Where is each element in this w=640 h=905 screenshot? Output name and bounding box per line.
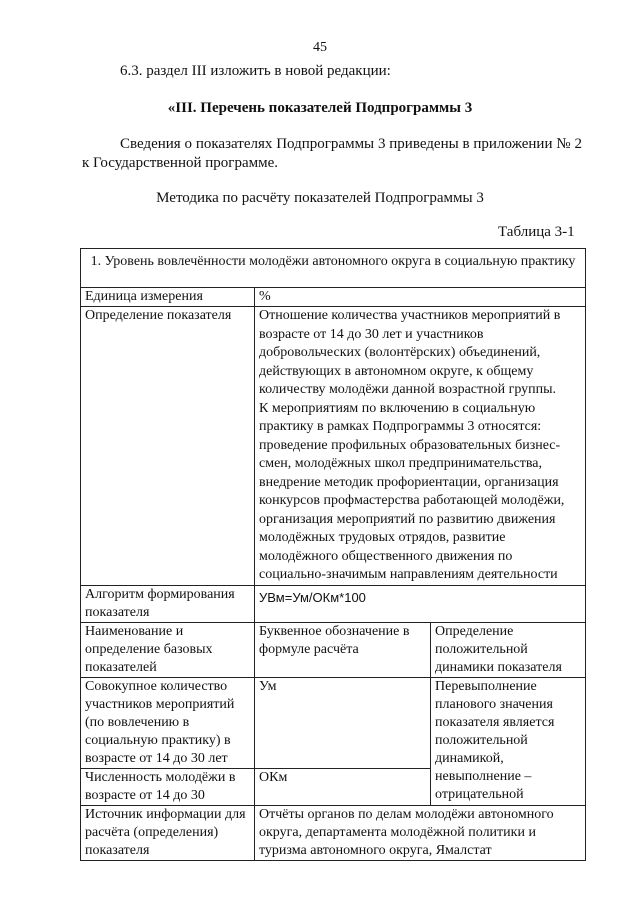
table-row bbox=[81, 677, 586, 768]
positive-dynamics-label: Определение положительной динамики показателя bbox=[431, 622, 586, 677]
algorithm-label: Алгоритм формирования показателя bbox=[81, 585, 255, 622]
letter-designation-label: Буквенное обозначение в формуле расчёта bbox=[255, 622, 431, 677]
algorithm-formula: УВм=Ум/ОКм*100 bbox=[255, 585, 586, 622]
dynamics-text: Перевыполнение планового значения показателя является положительной динамикой, невыполнение – отрицательной bbox=[431, 677, 586, 805]
section-heading: «III. Перечень показателей Подпрограммы 3 bbox=[167, 100, 473, 116]
source-label: Источник информации для расчёта (определения) показателя bbox=[81, 805, 255, 860]
intro-line-1: Сведения о показателях Подпрограммы 3 приведены в приложении № 2 bbox=[120, 136, 582, 152]
row2-letter: ОКм bbox=[255, 768, 431, 805]
table-row bbox=[81, 307, 586, 586]
unit-value: % bbox=[255, 288, 586, 307]
method-title: Методика по расчёту показателей Подпрограммы 3 bbox=[156, 190, 484, 206]
source-text: Отчёты органов по делам молодёжи автономного округа, департамента молодёжной политики и туризма автономного округа, Ямалстат bbox=[255, 805, 586, 860]
table-caption: Таблица 3-1 bbox=[498, 224, 575, 240]
row1-name: Совокупное количество участников мероприятий (по вовлечению в социальную практику) в возрасте от 14 до 30 лет bbox=[81, 677, 255, 768]
table-row bbox=[81, 585, 586, 622]
row2-name: Численность молодёжи в возрасте от 14 до 30 bbox=[81, 768, 255, 805]
table-row bbox=[81, 622, 586, 677]
amendment-item: 6.3. раздел III изложить в новой редакции: bbox=[120, 63, 391, 79]
definition-text: Отношение количества участников мероприятий в возрасте от 14 до 30 лет и участников добровольческих (волонтёрских) объединений, действующих в автономном округе, к общему количеству молодёжи данной возрастной группы. К мероприятиям по включению в социальную практику в рамках Подпрограммы 3 относятся: проведение профильных образовательных бизнес-смен, молодёжных школ предпринимательства, внедрение методик профориентации, организация конкурсов профмастерства работающей молодёжи, организация мероприятий по развитию движения молодёжных трудовых отрядов, развитие молодёжного общественного движения по социально-значимым направлениям деятельности bbox=[255, 307, 586, 586]
intro-line-2: к Государственной программе. bbox=[82, 155, 278, 171]
base-indicators-label: Наименование и определение базовых показателей bbox=[81, 622, 255, 677]
row1-letter: Ум bbox=[255, 677, 431, 768]
indicator-table bbox=[80, 248, 586, 861]
page-number: 45 bbox=[313, 40, 327, 55]
table-row bbox=[81, 249, 586, 288]
definition-label: Определение показателя bbox=[81, 307, 255, 586]
table-row bbox=[81, 288, 586, 307]
indicator-header: 1. Уровень вовлечённости молодёжи автономного округа в социальную практику bbox=[81, 249, 586, 288]
table-row bbox=[81, 805, 586, 860]
unit-label: Единица измерения bbox=[81, 288, 255, 307]
